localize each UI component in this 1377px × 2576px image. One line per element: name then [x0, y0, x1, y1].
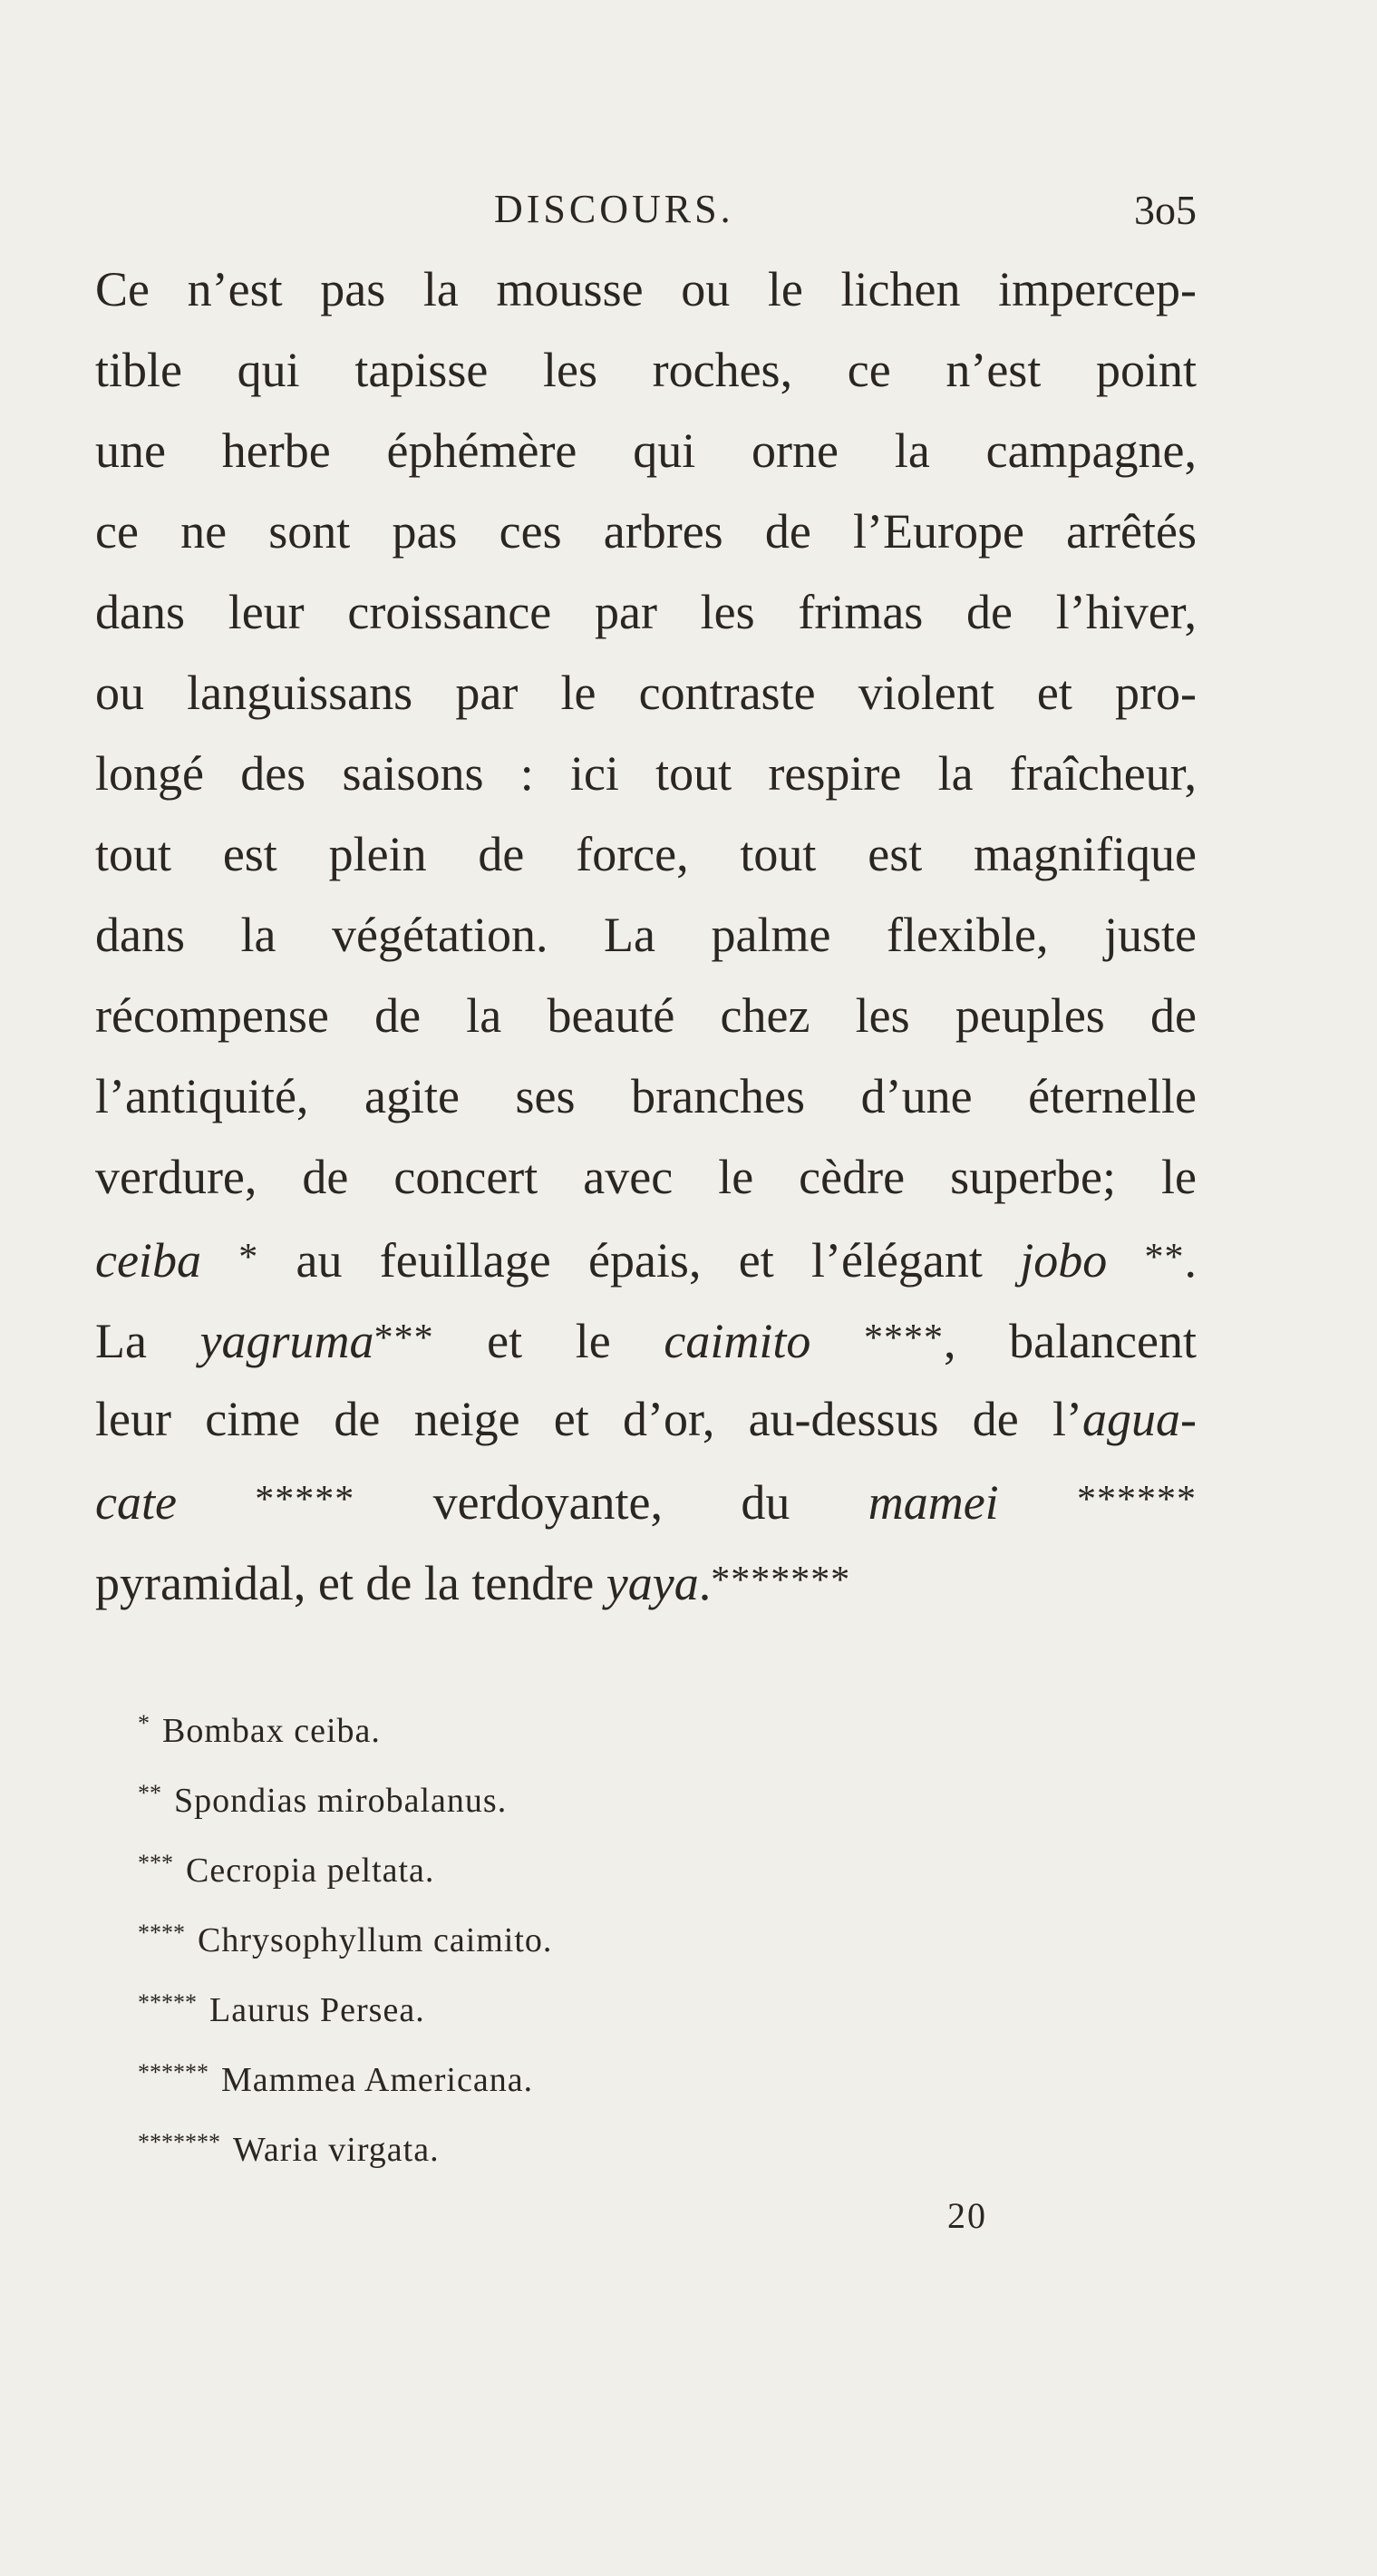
- text-line: [95, 653, 1197, 734]
- footnote-mark: **: [138, 1780, 161, 1806]
- text-segment: dans la végétation. La palme flexible, juste: [95, 908, 1197, 962]
- text-segment: verdoyante, du: [354, 1475, 868, 1530]
- text-line: [95, 1298, 1197, 1379]
- text-line: [95, 1137, 1197, 1218]
- text-line: [95, 491, 1197, 572]
- footnote: [138, 1968, 1044, 2037]
- footnote-marker: *: [238, 1237, 259, 1278]
- italic-term: mamei: [868, 1475, 999, 1530]
- footnote-text: Spondias mirobalanus.: [174, 1782, 508, 1820]
- body-text: [95, 249, 1197, 1621]
- text-line: [95, 976, 1197, 1056]
- footnote-text: Chrysophyllum caimito.: [198, 1921, 553, 1959]
- text-segment: tout est plein de force, tout est magnifique: [95, 827, 1197, 881]
- text-segment: récompense de la beauté chez les peuples de: [95, 988, 1197, 1043]
- footnote: [138, 1688, 1044, 1758]
- italic-term: caimito: [664, 1314, 811, 1368]
- italic-term: agua-: [1082, 1392, 1197, 1446]
- running-title: DISCOURS.: [494, 187, 734, 231]
- footnote-text: Bombax ceiba.: [162, 1712, 381, 1750]
- text-line: [95, 411, 1197, 491]
- text-segment: ou languissans par le contraste violent et pro-: [95, 666, 1197, 720]
- footnote-marker: *****: [255, 1479, 355, 1521]
- text-line: [95, 1218, 1197, 1298]
- text-line: [95, 895, 1197, 976]
- footnote-text: Waria virgata.: [233, 2131, 440, 2169]
- text-segment: [1107, 1233, 1144, 1288]
- text-segment: et le: [433, 1314, 664, 1368]
- italic-term: ceiba: [95, 1233, 201, 1288]
- footnote-marker: *******: [711, 1560, 851, 1601]
- text-segment: tible qui tapisse les roches, ce n’est point: [95, 343, 1197, 397]
- running-head: [95, 186, 1197, 240]
- footnote: [138, 1828, 1044, 1898]
- text-segment: .: [698, 1556, 712, 1610]
- italic-term: jobo: [1020, 1233, 1108, 1288]
- text-segment: ce ne sont pas ces arbres de l’Europe arrêtés: [95, 504, 1197, 559]
- page-number: 3o5: [1134, 187, 1197, 233]
- text-segment: [177, 1475, 255, 1530]
- text-line: [95, 1460, 1197, 1541]
- text-segment: La: [95, 1314, 200, 1368]
- text-segment: , balancent: [943, 1314, 1197, 1368]
- footnote-marker: ***: [373, 1317, 434, 1359]
- footnote-mark: *******: [138, 2129, 220, 2155]
- footnote-text: Mammea Americana.: [221, 2061, 534, 2099]
- text-segment: verdure, de concert avec le cèdre superbe; le: [95, 1150, 1197, 1204]
- footnote-marker: ****: [863, 1317, 944, 1359]
- footnote: [138, 1898, 1044, 1968]
- text-segment: une herbe éphémère qui orne la campagne,: [95, 423, 1197, 478]
- footnote-marker: **: [1144, 1237, 1185, 1278]
- italic-term: yagruma: [199, 1314, 374, 1368]
- text-line: [95, 1541, 1197, 1621]
- footnote-mark: ****: [138, 1920, 185, 1946]
- footnote-mark: *: [138, 1710, 150, 1736]
- text-line: [95, 330, 1197, 411]
- text-line: [95, 1056, 1197, 1137]
- text-segment: [201, 1233, 238, 1288]
- text-line: [95, 734, 1197, 814]
- text-segment: [999, 1475, 1077, 1530]
- signature-mark: 20: [947, 2195, 987, 2236]
- italic-term: cate: [95, 1475, 177, 1530]
- footnote-mark: ***: [138, 1850, 173, 1876]
- text-line: [95, 572, 1197, 653]
- text-segment: dans leur croissance par les frimas de l’hiver,: [95, 585, 1197, 639]
- footnote-mark: *****: [138, 1989, 197, 2016]
- text-segment: au feuillage épais, et l’élégant: [258, 1233, 1021, 1288]
- footnotes: [138, 1688, 1044, 2177]
- text-line: [95, 814, 1197, 895]
- text-segment: leur cime de neige et d’or, au-dessus de l’: [95, 1392, 1083, 1446]
- text-segment: l’antiquité, agite ses branches d’une éternelle: [95, 1069, 1197, 1123]
- text-segment: pyramidal, et de la tendre: [95, 1556, 606, 1610]
- text-line: [95, 249, 1197, 330]
- text-segment: .: [1184, 1233, 1198, 1288]
- text-segment: Ce n’est pas la mousse ou le lichen impercep-: [95, 262, 1197, 316]
- italic-term: yaya: [606, 1556, 699, 1610]
- text-line: [95, 1379, 1197, 1460]
- text-segment: longé des saisons : ici tout respire la fraîcheur,: [95, 746, 1197, 801]
- footnote-text: Laurus Persea.: [209, 1991, 425, 2029]
- footnote: [138, 2107, 1044, 2177]
- footnote-text: Cecropia peltata.: [186, 1852, 435, 1890]
- text-segment: [810, 1314, 864, 1368]
- footnote: [138, 2037, 1044, 2107]
- footnote-marker: ******: [1077, 1479, 1198, 1521]
- footnote: [138, 1758, 1044, 1828]
- footnote-mark: ******: [138, 2059, 208, 2085]
